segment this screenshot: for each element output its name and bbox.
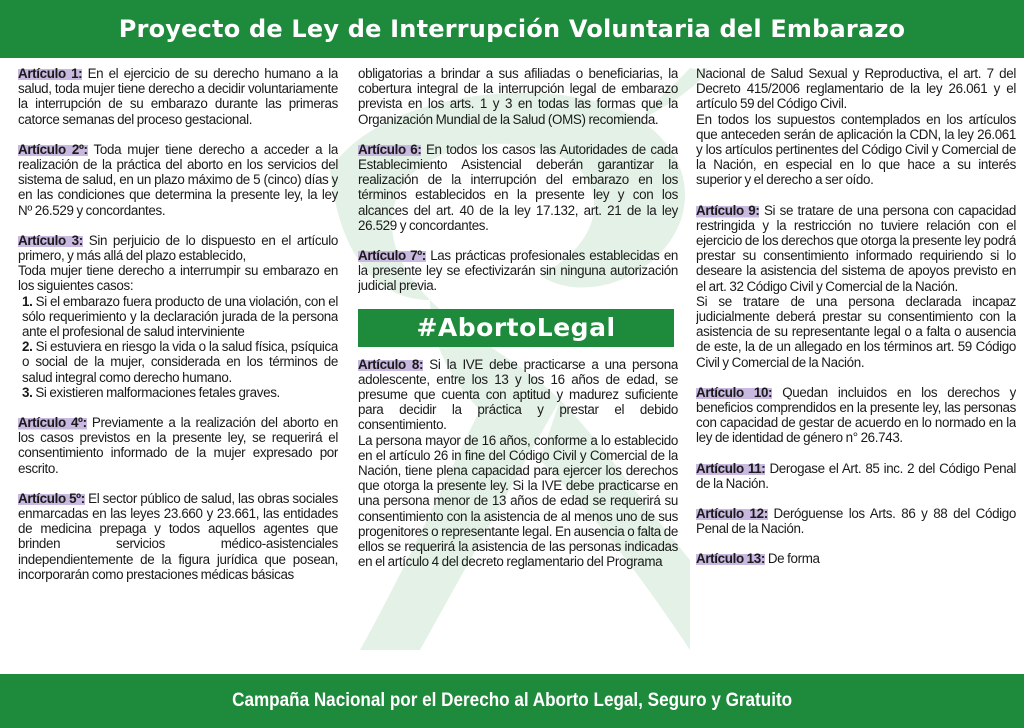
article-label: Artículo 4º:	[18, 415, 87, 431]
article-text: obligatorias a brindar a sus afiliadas o beneficiarias, la cobertura integral de la interrupción legal de embarazo prevista en los arts. 1 y 3 en todas las formas que la Organización Mundial de la Salud (OMS) recomienda.	[358, 66, 678, 127]
article-label: Artículo 9:	[696, 202, 760, 218]
article-text: La persona mayor de 16 años, conforme a lo establecido en el artículo 26 in fine del Código Civil y Comercial de la Nación, tiene plena capacidad para ejercer los derechos que otorga la presente ley. Si la IVE debe practicarse en una persona menor de 13 años de edad se requerirá su consentimiento con la asistencia de al menos uno de sus progenitores o representante legal. En ausencia o falta de ellos se requerirá la asistencia de las personas indicadas en el artículo 4 del decreto reglamentario del Programa	[358, 432, 678, 570]
page-title	[0, 0, 1024, 58]
article-11	[696, 461, 1016, 491]
article-label: Artículo 13:	[696, 551, 765, 567]
column-2	[358, 66, 678, 668]
column-1	[18, 66, 338, 668]
article-8-continued	[696, 66, 1016, 188]
campaign-footer-text: Campaña Nacional por el Derecho al Aborto Legal, Seguro y Gratuito	[232, 690, 792, 711]
article-13	[696, 551, 1016, 566]
list-item: 3. Si existieren malformaciones fetales graves.	[22, 384, 280, 400]
page-title-text: Proyecto de Ley de Interrupción Voluntaria del Embarazo	[118, 15, 906, 43]
campaign-footer	[0, 674, 1024, 728]
article-4	[18, 415, 338, 476]
article-text: Toda mujer tiene derecho a acceder a la realización de la práctica del aborto en los servicios del sistema de salud, en un plazo máximo de 5 (cinco) días y en las condiciones que determina la presente ley, la ley Nº 26.529 y concordantes.	[18, 141, 338, 218]
article-3	[18, 233, 338, 400]
article-2	[18, 142, 338, 218]
article-label: Artículo 1:	[18, 66, 83, 81]
article-1	[18, 66, 338, 127]
article-6	[358, 142, 678, 233]
article-text: Sin perjuicio de lo dispuesto en el artículo primero, y más allá del plazo establecido,	[18, 232, 338, 264]
article-text: Las prácticas profesionales establecidas en la presente ley se efectivizarán sin ninguna autorización judicial previa.	[358, 248, 678, 294]
article-text: Deróguense los Arts. 86 y 88 del Código Penal de la Nación.	[696, 506, 1016, 537]
article-10	[696, 385, 1016, 446]
article-label: Artículo 12:	[696, 506, 768, 522]
article-text: Derogase el Art. 85 inc. 2 del Código Penal de la Nación.	[696, 460, 1016, 491]
article-label: Artículo 5º:	[18, 490, 85, 506]
article-text: Quedan incluidos en los derechos y beneficios comprendidos en la presente ley, las personas con capacidad de gestar de acuerdo en lo normado en la ley de identidad de género n° 26.743.	[696, 384, 1016, 446]
article-label: Artículo 3:	[18, 232, 83, 248]
hashtag-text: #AbortoLegal	[416, 313, 616, 343]
article-text: Si se tratare de una persona con capacidad restringida y la restricción no tuviere relación con el ejercicio de los derechos que otorga la presente ley podrá prestar su consentimiento informado requiriendo si lo deseare la asistencia del sistema de apoyos previsto en el art. 32 Código Civil y Comercial de la Nación.	[696, 202, 1016, 294]
article-9	[696, 203, 1016, 370]
article-text: El sector público de salud, las obras sociales enmarcadas en las leyes 23.660 y 23.661, las entidades de medicina prepaga y todos aquellos agentes que brinden servicios médico-asistenciales independientemente de la figura jurídica que posean, incorporarán como prestaciones médicas básicas	[18, 490, 338, 582]
article-text: De forma	[764, 551, 820, 567]
list-item: 1. Si el embarazo fuera producto de una violación, con el sólo requerimiento y la declaración jurada de la persona ante el profesional de salud interviniente	[22, 293, 338, 340]
article-8	[358, 357, 678, 570]
article-text: Si la IVE debe practicarse a una persona adolescente, entre los 13 y los 16 años de edad, se presume que cuenta con aptitud y madurez suficiente para decidir la práctica y prestar el debido consentimiento.	[358, 356, 678, 433]
article-text: Previamente a la realización del aborto en los casos previstos en la presente ley, se requerirá el consentimiento informado de la mujer expresado por escrito.	[18, 415, 338, 476]
article-5-continued	[358, 66, 678, 127]
column-3	[696, 66, 1016, 668]
article-text: En todos los supuestos contemplados en los artículos que anteceden serán de aplicación la CDN, la ley 26.061 y los artículos pertinentes del Código Civil y Comercial de la Nación, en especial en lo que hace a su interés superior y el derecho a ser oído.	[696, 111, 1016, 188]
article-label: Artículo 7º:	[358, 248, 426, 264]
article-label: Artículo 10:	[696, 384, 773, 400]
article-12	[696, 506, 1016, 536]
article-text: Si se tratare de una persona declarada incapaz judicialmente deberá prestar su consentimiento con la asistencia de su representante legal o a falta o ausencia de este, la de un allegado en los términos art. 59 Código Civil y Comercial de la Nación.	[696, 293, 1016, 370]
article-text: En todos los casos las Autoridades de cada Establecimiento Asistencial deberán garantizar la realización de la interrupción del embarazo en los términos establecidos en la presente ley y con los alcances del art. 40 de la ley 17.132, art. 21 de la ley 26.529 y concordantes.	[358, 141, 678, 233]
article-text: Nacional de Salud Sexual y Reproductiva, el art. 7 del Decreto 415/2006 reglamentario de la ley 26.061 y el artículo 59 del Código Civil.	[696, 66, 1016, 112]
hashtag-banner	[358, 309, 674, 347]
article-label: Artículo 11:	[696, 460, 766, 476]
article-label: Artículo 2º:	[18, 141, 88, 157]
article-7	[358, 248, 678, 294]
article-label: Artículo 8:	[358, 356, 424, 372]
article-text: Toda mujer tiene derecho a interrumpir su embarazo en los siguientes casos:	[18, 263, 338, 294]
article-text: En el ejercicio de su derecho humano a la salud, toda mujer tiene derecho a decidir voluntariamente la interrupción de su embarazo durante las primeras catorce semanas del proceso gestacional.	[18, 66, 338, 127]
article-label: Artículo 6:	[358, 141, 422, 157]
list-item: 2. Si estuviera en riesgo la vida o la salud física, psíquica o social de la mujer, considerada en los términos de salud integral como derecho humano.	[22, 339, 338, 385]
article-5	[18, 491, 338, 582]
